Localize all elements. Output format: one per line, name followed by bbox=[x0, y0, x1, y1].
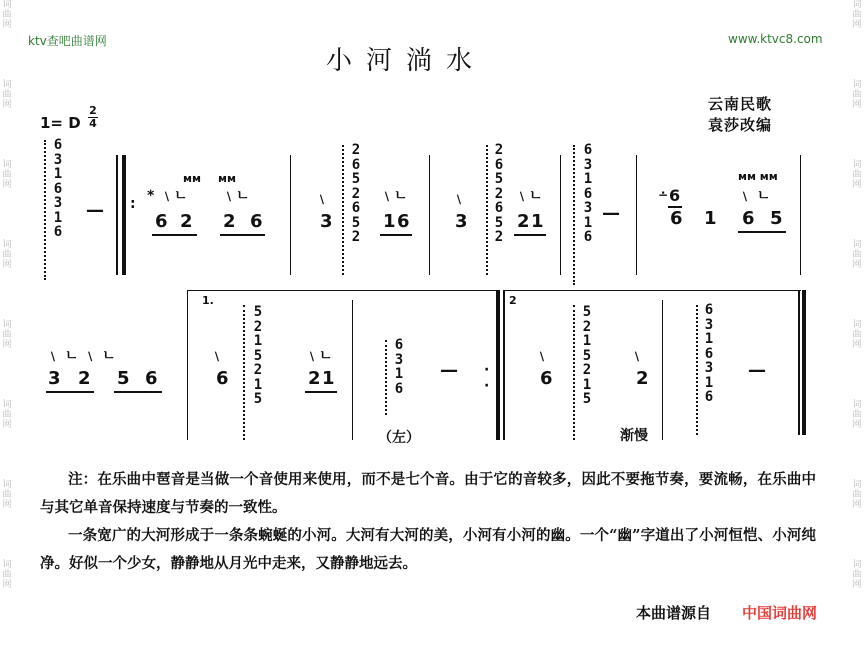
stroke-mark: ﹨ ㄴ bbox=[738, 188, 771, 204]
header-site-right[interactable]: www.ktvc8.com bbox=[728, 32, 823, 46]
beam bbox=[380, 234, 412, 236]
left-watermark: 词曲网 词曲网 词曲网 词曲网 词曲网 词曲网 词曲网 词曲网 bbox=[2, 0, 12, 590]
arpeggio-mark bbox=[573, 145, 581, 285]
beam bbox=[114, 391, 162, 393]
beam bbox=[738, 231, 786, 233]
note: 6 bbox=[145, 368, 158, 389]
barline bbox=[503, 290, 505, 440]
beam bbox=[305, 391, 337, 393]
note-paragraph-1: 注：在乐曲中琶音是当做一个音使用来使用，而不是七个音。由于它的音较多，因此不要拖节奏，要流畅，在乐曲中与其它单音保持速度与节奏的一致性。 bbox=[40, 471, 816, 516]
final-barline bbox=[802, 290, 806, 435]
note: 2 bbox=[308, 368, 321, 389]
stroke-mark: ﹨ bbox=[210, 348, 224, 364]
stroke-mark: ﹨ bbox=[535, 348, 549, 364]
arpeggio-mark bbox=[44, 140, 52, 280]
extension-dash: — bbox=[440, 360, 458, 381]
extension-dash: — bbox=[602, 203, 620, 224]
volta-bracket bbox=[505, 290, 801, 291]
note: 2 bbox=[636, 368, 649, 389]
stroke-mark: ﹨ㄴ bbox=[222, 188, 250, 204]
note: 1 bbox=[383, 211, 396, 232]
note: 3 bbox=[48, 368, 61, 389]
note: 6 bbox=[669, 186, 681, 205]
tempo-marking: 渐慢 bbox=[620, 428, 648, 444]
stroke-mark: ﹨ㄴ bbox=[380, 188, 408, 204]
barline bbox=[429, 155, 430, 275]
repeat-dots: · · bbox=[484, 362, 490, 394]
stroke-mark: ﹨ㄴ bbox=[305, 348, 333, 364]
repeat-barline bbox=[122, 155, 126, 275]
repeat-barline bbox=[496, 290, 500, 440]
stroke-mark: ﹨ bbox=[452, 191, 466, 207]
note: 2 bbox=[223, 211, 236, 232]
stroke-mark: ﹨ bbox=[630, 348, 644, 364]
barline bbox=[290, 155, 291, 275]
tremolo-mark: ᴍᴍ ᴍᴍ bbox=[738, 170, 778, 183]
barline bbox=[800, 155, 801, 275]
note: 5 bbox=[117, 368, 130, 389]
note: 3 bbox=[455, 211, 468, 232]
chord: 5 2 1 5 2 1 5 bbox=[582, 304, 592, 407]
credit-arranger: 袁莎改编 bbox=[708, 116, 773, 134]
beam bbox=[152, 234, 197, 236]
note: 6 bbox=[216, 368, 229, 389]
barline bbox=[352, 300, 353, 440]
grace-mark: * bbox=[147, 188, 155, 204]
note: 6 bbox=[670, 208, 683, 229]
chord: 2 6 5 2 6 5 2 bbox=[494, 142, 504, 245]
note: 6 bbox=[540, 368, 553, 389]
chord: 6 3 1 6 bbox=[394, 337, 404, 397]
note: 2 bbox=[78, 368, 91, 389]
repeat-dots: : bbox=[130, 196, 136, 212]
header-site-left[interactable]: ktv查吧曲谱网 bbox=[28, 34, 107, 48]
chord: 2 6 5 2 6 5 2 bbox=[351, 142, 361, 245]
tremolo-mark: ᴍᴍ bbox=[183, 172, 201, 185]
barline bbox=[187, 290, 188, 440]
beam bbox=[220, 234, 265, 236]
arpeggio-mark bbox=[243, 305, 251, 440]
note: 2 bbox=[180, 211, 193, 232]
note-paragraph-2: 一条宽广的大河形成于一条条蜿蜒的小河。大河有大河的美，小河有小河的幽。一个“幽”字道出了小河恒恺、小河纯净。好似一个少女，静静地从月光中走来，又静静地远去。 bbox=[40, 527, 816, 572]
barline bbox=[560, 155, 561, 275]
barline bbox=[636, 155, 637, 275]
stroke-mark: ﹨ㄴ bbox=[515, 188, 543, 204]
arpeggio-mark bbox=[573, 305, 581, 440]
note: 3 bbox=[320, 211, 333, 232]
note: 6 bbox=[742, 208, 755, 229]
volta-label: 1. bbox=[202, 294, 214, 307]
right-watermark: 词曲网 词曲网 词曲网 词曲网 词曲网 词曲网 词曲网 词曲网 bbox=[852, 0, 862, 590]
beam bbox=[46, 391, 94, 393]
barline bbox=[662, 300, 663, 440]
left-hand-label: （左） bbox=[378, 430, 420, 446]
note: 6 bbox=[250, 211, 263, 232]
time-signature: 2 4 bbox=[89, 104, 97, 130]
key-signature: 1= D bbox=[40, 114, 81, 132]
grace-mark: ∸ bbox=[658, 188, 669, 202]
chord: 5 2 1 5 2 1 5 bbox=[253, 304, 263, 407]
note: 1 bbox=[704, 208, 717, 229]
stroke-mark: ﹨ bbox=[315, 191, 329, 207]
extension-dash: — bbox=[748, 360, 766, 381]
tremolo-mark: ᴍᴍ bbox=[218, 172, 236, 185]
note: 2 bbox=[517, 211, 530, 232]
page-title: 小河淌水 bbox=[326, 46, 487, 76]
note: 6 bbox=[397, 211, 410, 232]
stroke-mark: ﹨ ㄴ ﹨ ㄴ bbox=[46, 348, 116, 364]
note: 1 bbox=[531, 211, 544, 232]
stroke-mark: ﹨ㄴ bbox=[160, 188, 188, 204]
credit-origin: 云南民歌 bbox=[708, 95, 773, 113]
volta-bracket bbox=[188, 290, 498, 291]
volta-label: 2 bbox=[509, 294, 517, 307]
extension-dash: — bbox=[86, 200, 104, 221]
beam bbox=[514, 234, 546, 236]
barline bbox=[798, 290, 800, 435]
barline bbox=[116, 155, 118, 275]
chord: 6 3 1 6 3 1 6 bbox=[53, 137, 63, 240]
footer-site-link[interactable]: 中国词曲网 bbox=[742, 604, 818, 622]
arpeggio-mark bbox=[385, 340, 393, 415]
note: 1 bbox=[322, 368, 335, 389]
footer-source-label: 本曲谱源自 bbox=[636, 604, 712, 622]
chord: 6 3 1 6 3 1 6 bbox=[583, 142, 593, 245]
note: 6 bbox=[155, 211, 168, 232]
note: 5 bbox=[770, 208, 783, 229]
arpeggio-mark bbox=[342, 145, 350, 275]
chord: 6 3 1 6 3 1 6 bbox=[704, 302, 714, 405]
